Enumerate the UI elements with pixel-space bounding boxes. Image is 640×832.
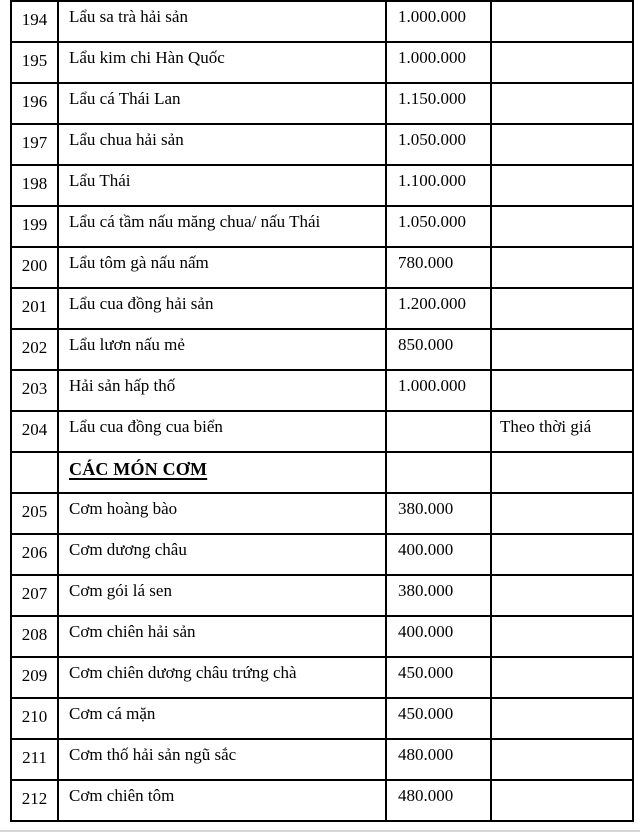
table-row xyxy=(11,575,633,616)
note-cell xyxy=(491,534,633,575)
dish-name-cell: Lẩu Thái xyxy=(58,165,386,206)
price-cell: 380.000 xyxy=(386,493,491,534)
price-cell: 1.050.000 xyxy=(386,124,491,165)
dish-name-cell: Cơm chiên tôm xyxy=(58,780,386,821)
price-cell: 400.000 xyxy=(386,616,491,657)
dish-name-cell: Lẩu cá tầm nấu măng chua/ nấu Thái xyxy=(58,206,386,247)
table-row xyxy=(11,247,633,288)
row-number-cell: 211 xyxy=(11,739,58,780)
table-row xyxy=(11,411,633,452)
price-cell: 1.100.000 xyxy=(386,165,491,206)
note-cell xyxy=(491,247,633,288)
note-cell xyxy=(491,288,633,329)
dish-name-cell: Lẩu lươn nấu mẻ xyxy=(58,329,386,370)
row-number-cell: 194 xyxy=(11,1,58,42)
table-row xyxy=(11,698,633,739)
price-cell: 1.200.000 xyxy=(386,288,491,329)
row-number-cell: 196 xyxy=(11,83,58,124)
row-number-cell: 204 xyxy=(11,411,58,452)
row-number-cell: 205 xyxy=(11,493,58,534)
dish-name-cell: Lẩu sa trà hải sản xyxy=(58,1,386,42)
dish-name-cell: Lẩu chua hải sản xyxy=(58,124,386,165)
note-cell xyxy=(491,1,633,42)
table-row xyxy=(11,42,633,83)
dish-name-cell: Cơm hoàng bào xyxy=(58,493,386,534)
dish-name-cell: Lẩu kim chi Hàn Quốc xyxy=(58,42,386,83)
table-row xyxy=(11,329,633,370)
note-cell xyxy=(491,616,633,657)
row-number-cell xyxy=(11,452,58,493)
row-number-cell: 203 xyxy=(11,370,58,411)
table-row xyxy=(11,780,633,821)
dish-name-cell: Lẩu tôm gà nấu nấm xyxy=(58,247,386,288)
price-cell: 380.000 xyxy=(386,575,491,616)
note-cell xyxy=(491,124,633,165)
note-cell xyxy=(491,329,633,370)
row-number-cell: 200 xyxy=(11,247,58,288)
table-row xyxy=(11,124,633,165)
row-number-cell: 197 xyxy=(11,124,58,165)
menu-table-body xyxy=(11,0,633,821)
dish-name-cell: CÁC MÓN CƠM xyxy=(58,452,386,493)
note-cell xyxy=(491,42,633,83)
note-cell xyxy=(491,575,633,616)
row-number-cell: 198 xyxy=(11,165,58,206)
price-cell: 850.000 xyxy=(386,329,491,370)
table-row xyxy=(11,370,633,411)
price-cell: 450.000 xyxy=(386,657,491,698)
row-number-cell: 208 xyxy=(11,616,58,657)
table-row xyxy=(11,452,633,493)
price-cell: 1.000.000 xyxy=(386,42,491,83)
price-cell xyxy=(386,452,491,493)
dish-name-cell: Hải sản hấp thố xyxy=(58,370,386,411)
row-number-cell: 201 xyxy=(11,288,58,329)
dish-name-cell: Cơm chiên dương châu trứng chà xyxy=(58,657,386,698)
note-cell xyxy=(491,657,633,698)
price-cell xyxy=(386,411,491,452)
table-row xyxy=(11,657,633,698)
price-cell: 1.000.000 xyxy=(386,1,491,42)
row-number-cell: 199 xyxy=(11,206,58,247)
note-cell xyxy=(491,452,633,493)
note-cell xyxy=(491,370,633,411)
menu-price-table xyxy=(10,0,634,822)
table-row xyxy=(11,616,633,657)
note-cell xyxy=(491,698,633,739)
price-cell: 780.000 xyxy=(386,247,491,288)
dish-name-cell: Lẩu cá Thái Lan xyxy=(58,83,386,124)
note-cell: Theo thời giá xyxy=(491,411,633,452)
price-cell: 450.000 xyxy=(386,698,491,739)
dish-name-cell: Lẩu cua đồng cua biển xyxy=(58,411,386,452)
table-row xyxy=(11,165,633,206)
table-row xyxy=(11,83,633,124)
dish-name-cell: Cơm chiên hải sản xyxy=(58,616,386,657)
price-cell: 480.000 xyxy=(386,780,491,821)
row-number-cell: 206 xyxy=(11,534,58,575)
price-cell: 1.000.000 xyxy=(386,370,491,411)
row-number-cell: 212 xyxy=(11,780,58,821)
row-number-cell: 210 xyxy=(11,698,58,739)
table-row xyxy=(11,206,633,247)
note-cell xyxy=(491,83,633,124)
note-cell xyxy=(491,165,633,206)
note-cell xyxy=(491,739,633,780)
row-number-cell: 195 xyxy=(11,42,58,83)
dish-name-cell: Cơm gói lá sen xyxy=(58,575,386,616)
dish-name-cell: Cơm dương châu xyxy=(58,534,386,575)
row-number-cell: 209 xyxy=(11,657,58,698)
table-row xyxy=(11,534,633,575)
table-row xyxy=(11,288,633,329)
price-cell: 480.000 xyxy=(386,739,491,780)
price-cell: 400.000 xyxy=(386,534,491,575)
dish-name-cell: Cơm cá mặn xyxy=(58,698,386,739)
note-cell xyxy=(491,493,633,534)
price-cell: 1.150.000 xyxy=(386,83,491,124)
note-cell xyxy=(491,206,633,247)
price-cell: 1.050.000 xyxy=(386,206,491,247)
note-cell xyxy=(491,780,633,821)
table-row xyxy=(11,493,633,534)
table-row xyxy=(11,739,633,780)
row-number-cell: 202 xyxy=(11,329,58,370)
dish-name-cell: Cơm thố hải sản ngũ sắc xyxy=(58,739,386,780)
dish-name-cell: Lẩu cua đồng hải sản xyxy=(58,288,386,329)
table-row xyxy=(11,1,633,42)
row-number-cell: 207 xyxy=(11,575,58,616)
